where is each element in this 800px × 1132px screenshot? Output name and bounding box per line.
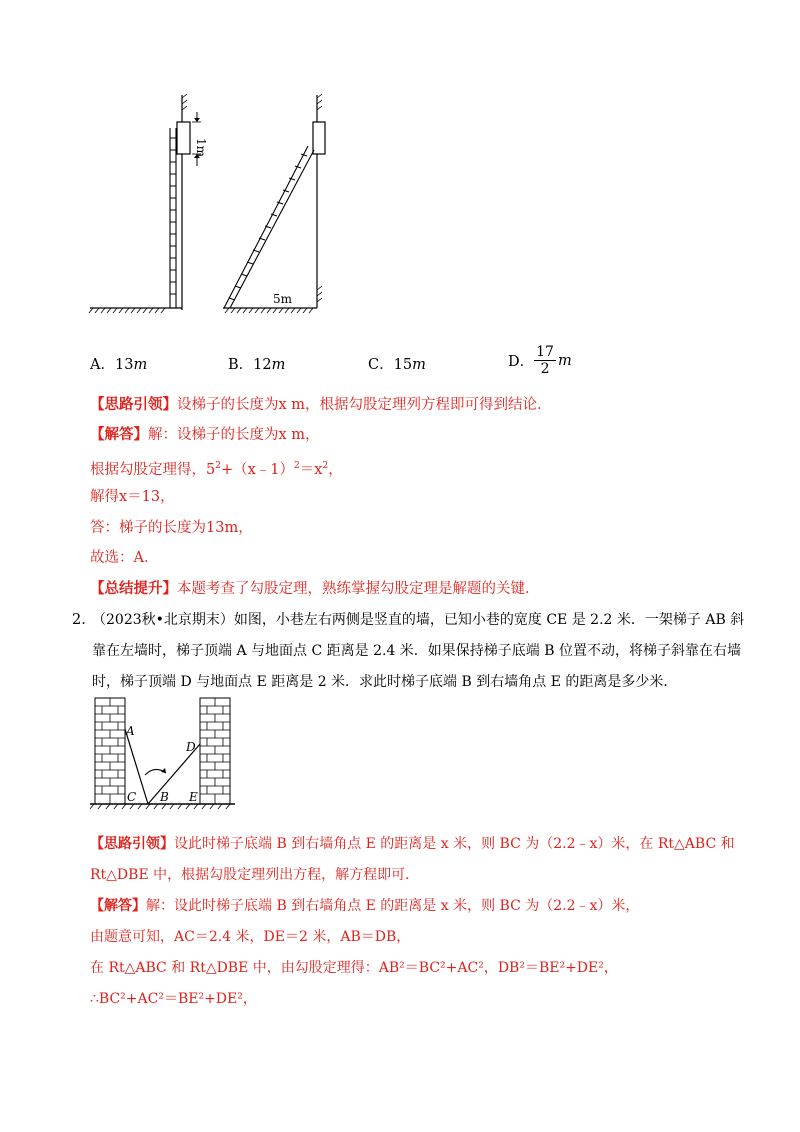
q1-answer-line1: 【解答】解：设梯子的长度为x m， (90, 426, 320, 443)
left-brick-wall (95, 698, 125, 804)
option-d: D． $\frac{17}{2}$ m (508, 344, 572, 377)
alley-diagram (90, 693, 240, 813)
option-b: B．12m (228, 357, 286, 373)
label-A: A (126, 724, 135, 738)
option-c: C．15m (368, 357, 426, 373)
right-brick-wall (200, 698, 230, 804)
q1-hint: 【思路引领】设梯子的长度为x m，根据勾股定理列方程即可得到结论． (90, 396, 552, 413)
q2-text-line2: 靠在左墙时，梯子顶端 A 与地面点 C 距离是 2.4 米．如果保持梯子底端 B 位置不动，将梯子斜靠在右墙 (92, 643, 741, 659)
q2-answer-line2: 由题意可知，AC＝2.4 米，DE＝2 米，AB＝DB， (90, 929, 411, 945)
q2-text-line3: 时，梯子顶端 D 与地面点 E 距离是 2 米．求此时梯子底端 B 到右墙角点 E 的距离是多少米． (92, 674, 678, 690)
q2-hint-line1: 【思路引领】设此时梯子底端 B 到右墙角点 E 的距离是 x 米，则 BC 为（2.2﹣x）米，在 Rt△ABC 和 (90, 836, 735, 852)
dimension-5m-label: 5m (273, 292, 293, 306)
q1-answer-line2: 根据勾股定理得，$5^2+(x﹣1)^2=x^2$， (90, 461, 343, 478)
ladder-diagram (85, 90, 345, 320)
label-C: C (127, 790, 137, 804)
q2-hint-line2: Rt△DBE 中，根据勾股定理列出方程，解方程即可． (90, 867, 420, 883)
dimension-1m-label: 1m (194, 138, 208, 158)
label-E: E (189, 790, 198, 804)
q2-answer-line1: 【解答】解：设此时梯子底端 B 到右墙角点 E 的距离是 x 米，则 BC 为（2.2﹣x）米， (90, 898, 640, 914)
q2-number: 2． (72, 612, 96, 628)
option-a: A．13m (90, 357, 148, 373)
q2-answer-line3: 在 Rt△ABC 和 Rt△DBE 中，由勾股定理得：AB²＝BC²+AC²，DB²＝BE²+DE²， (90, 960, 618, 976)
q1-answer-line3: 解得x＝13， (90, 489, 175, 505)
label-D: D (186, 740, 196, 754)
fraction-17-2: $\frac{17}{2}$ (536, 344, 554, 377)
q2-text-line1: （2023秋•北京期末）如图，小巷左右两侧是竖直的墙，已知小巷的宽度 CE 是 2.2 米．一架梯子 AB 斜 (92, 612, 745, 628)
q2-answer-line4: ∴BC²+AC²＝BE²+DE²， (90, 991, 257, 1007)
q1-summary: 【总结提升】本题考查了勾股定理，熟练掌握勾股定理是解题的关键． (90, 580, 540, 597)
q1-answer-line4: 答：梯子的长度为13m， (90, 520, 253, 536)
label-B: B (160, 790, 169, 804)
q1-answer-line5: 故选：A． (90, 550, 159, 566)
